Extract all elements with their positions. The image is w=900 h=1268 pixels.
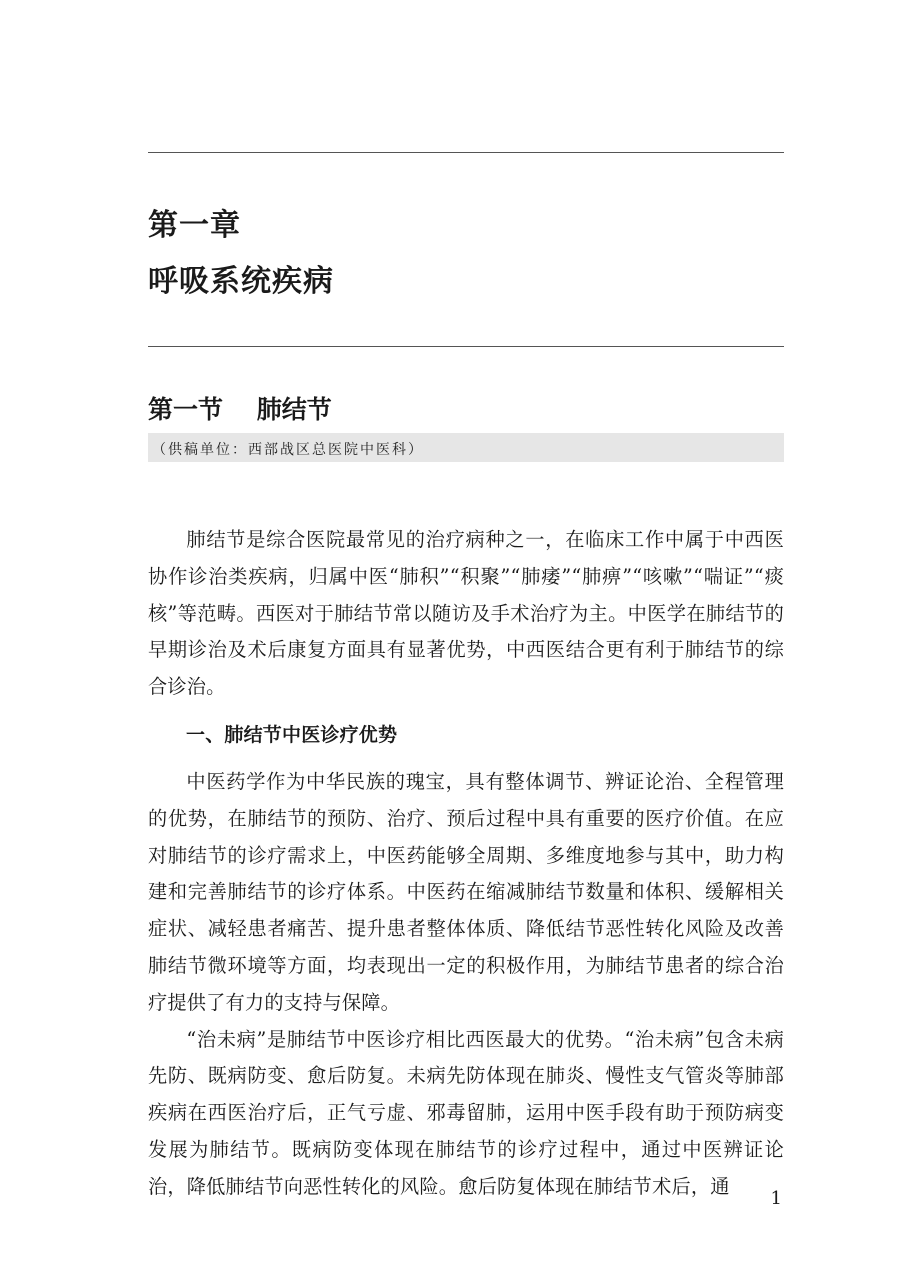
contributor-note: （供稿单位：西部战区总医院中医科） [148,433,784,462]
chapter-divider [148,346,784,347]
paragraph: 中医药学作为中华民族的瑰宝，具有整体调节、辨证论治、全程管理的优势，在肺结节的预防、治疗、预后过程中具有重要的医疗价值。在应对肺结节的诊疗需求上，中医药能够全周期、多维度地参与其中，助力构建和完善肺结节的诊疗体系。中医药在缩减肺结节数量和体积、缓解相关症状、减轻患者痛苦、提升患者整体体质、降低结节恶性转化风险及改善肺结节微环境等方面，均表现出一定的积极作用，为肺结节患者的综合治疗提供了有力的支持与保障。 [148,769,784,1014]
top-divider [148,152,784,153]
section-title: 第一节 肺结节 [148,395,332,424]
chapter-number: 第一章 [148,208,241,243]
intro-paragraph: 肺结节是综合医院最常见的治疗病种之一，在临床工作中属于中西医协作诊治类疾病，归属中医“肺积”“积聚”“肺痿”“肺痹”“咳嗽”“喘证”“痰核”等范畴。西医对于肺结节常以随访及手术治疗为主。中医学在肺结节的早期诊治及术后康复方面具有显著优势，中西医结合更有利于肺结节的综合诊治。 [148,528,784,699]
paragraph: “治未病”是肺结节中医诊疗相比西医最大的优势。“治未病”包含未病先防、既病防变、愈后防复。未病先防体现在肺炎、慢性支气管炎等肺部疾病在西医治疗后，正气亏虚、邪毒留肺，运用中医手段有助于预防病变发展为肺结节。既病防变体现在肺结节的诊疗过程中，通过中医辨证论治，降低肺结节向恶性转化的风险。愈后防复体现在肺结节术后，通 [148,1027,784,1198]
body-text [148,522,784,1206]
page-number: 1 [770,1188,782,1209]
subheading: 一、肺结节中医诊疗优势 [186,723,398,746]
chapter-title: 呼吸系统疾病 [148,264,334,299]
